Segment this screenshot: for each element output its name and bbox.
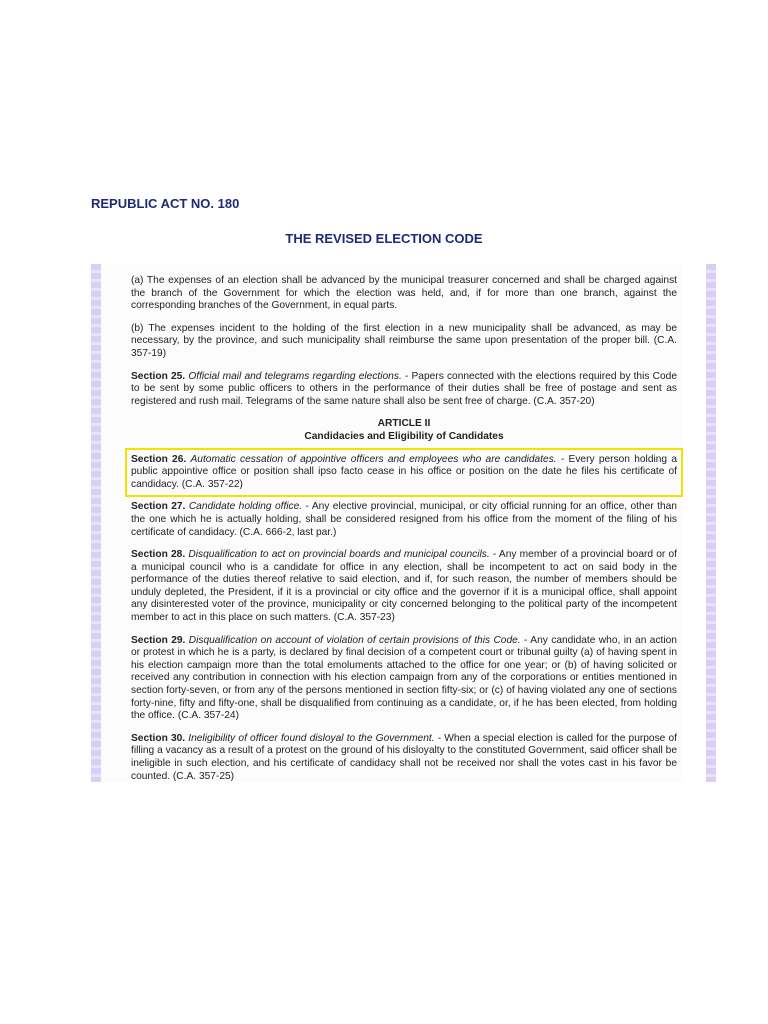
section-number: Section 27. xyxy=(131,501,186,513)
act-number-heading: REPUBLIC ACT NO. 180 xyxy=(91,196,240,211)
paragraph-a: (a) The expenses of an election shall be advanced by the municipal treasurer concerned and shall be charged against the branch of the Government for which the election was held, and, if for more than one branch, against the corresponding branches of the Government, in equal parts. xyxy=(131,275,677,312)
section-number: Section 26. xyxy=(131,453,187,465)
section-26-highlighted xyxy=(131,454,677,492)
section-28 xyxy=(131,549,677,625)
section-27 xyxy=(131,501,677,539)
article-subtitle: Candidacies and Eligibility of Candidates xyxy=(304,430,504,442)
section-title: Official mail and telegrams regarding elections. xyxy=(188,370,402,382)
paragraph-b: (b) The expenses incident to the holding of the first election in a new municipality shall be advanced, as may be necessary, by the province, and such municipality shall reimburse the same upon presentation of the proper bill. (C.A. 357-19) xyxy=(131,322,677,359)
section-number: Section 29. xyxy=(131,634,186,646)
document-body xyxy=(131,275,677,793)
article-heading xyxy=(131,418,677,443)
right-margin-bar xyxy=(706,264,716,782)
section-29 xyxy=(131,635,677,723)
section-title: Disqualification to act on provincial boards and municipal councils. xyxy=(188,549,490,561)
section-text: - Every person holding a public appointive office or position shall ipso facto cease in his office or position on the date he files his certificate of candidacy. (C.A. 357-22) xyxy=(131,453,677,490)
section-text: - When a special election is called for the purpose of filling a vacancy as a result of a protest on the ground of his disloyalty to the constituted Government, said officer shall be ineligible in such election, and his certificate of candidacy shall not be received nor shall the votes cast in his favor be counted. (C.A. 357-25) xyxy=(131,732,677,782)
section-title: Disqualification on account of violation of certain provisions of this Code. xyxy=(188,634,521,646)
section-title: Automatic cessation of appointive officers and employees who are candidates. xyxy=(190,453,557,465)
section-text: - Papers connected with the elections required by this Code to be sent by some public officers to others in the performance of their duties shall be free of postage and sent as registered and rush mail. Telegrams of the same nature shall also be sent free of charge. (C.A. 357-20) xyxy=(131,370,677,407)
section-number: Section 30. xyxy=(131,732,186,744)
section-title: Ineligibility of officer found disloyal to the Government. xyxy=(188,732,435,744)
section-25 xyxy=(131,371,677,409)
section-number: Section 25. xyxy=(131,370,186,382)
section-title: Candidate holding office. xyxy=(188,501,303,513)
article-number: ARTICLE II xyxy=(377,418,431,430)
section-number: Section 28. xyxy=(131,549,186,561)
section-text: - Any candidate who, in an action or protest in which he is a party, is declared by final decision of a competent court or tribunal guilty (a) of having spent in his election campaign more than the total emoluments attached to the office for one year; or (b) of having solicited or received any contribution in connection with his election campaign from any of the corporations or entities mentioned in section forty-seven, or from any of the persons mentioned in section fifty-six; or (c) of having violated any one of sections forty-nine, fifty and fifty-one, shall be disqualified from continuing as a candidate, or, if he has been elected, from holding the office. (C.A. 357-24) xyxy=(131,634,677,722)
section-text: - Any elective provincial, municipal, or city official running for an office, other than the one which he is actually holding, shall be considered resigned from his office from the moment of the filing of his certificate of candidacy. (C.A. 666-2, last par.) xyxy=(131,501,677,538)
section-30 xyxy=(131,733,677,783)
left-margin-bar xyxy=(91,264,101,782)
document-title: THE REVISED ELECTION CODE xyxy=(285,231,483,246)
section-text: - Any member of a provincial board or of a municipal council who is a candidate for office in any election, shall be incompetent to act on said body in the performance of the duties thereof relative to said election, and if, for such reason, the number of members should be unduly depleted, the President, if it is a provincial or city office and the governor if it is a municipal office, shall appoint any disinterested voter of the province, municipality or city concerned belonging to the political party of the incompetent member to act in this place on such matters. (C.A. 357-23) xyxy=(131,549,677,624)
